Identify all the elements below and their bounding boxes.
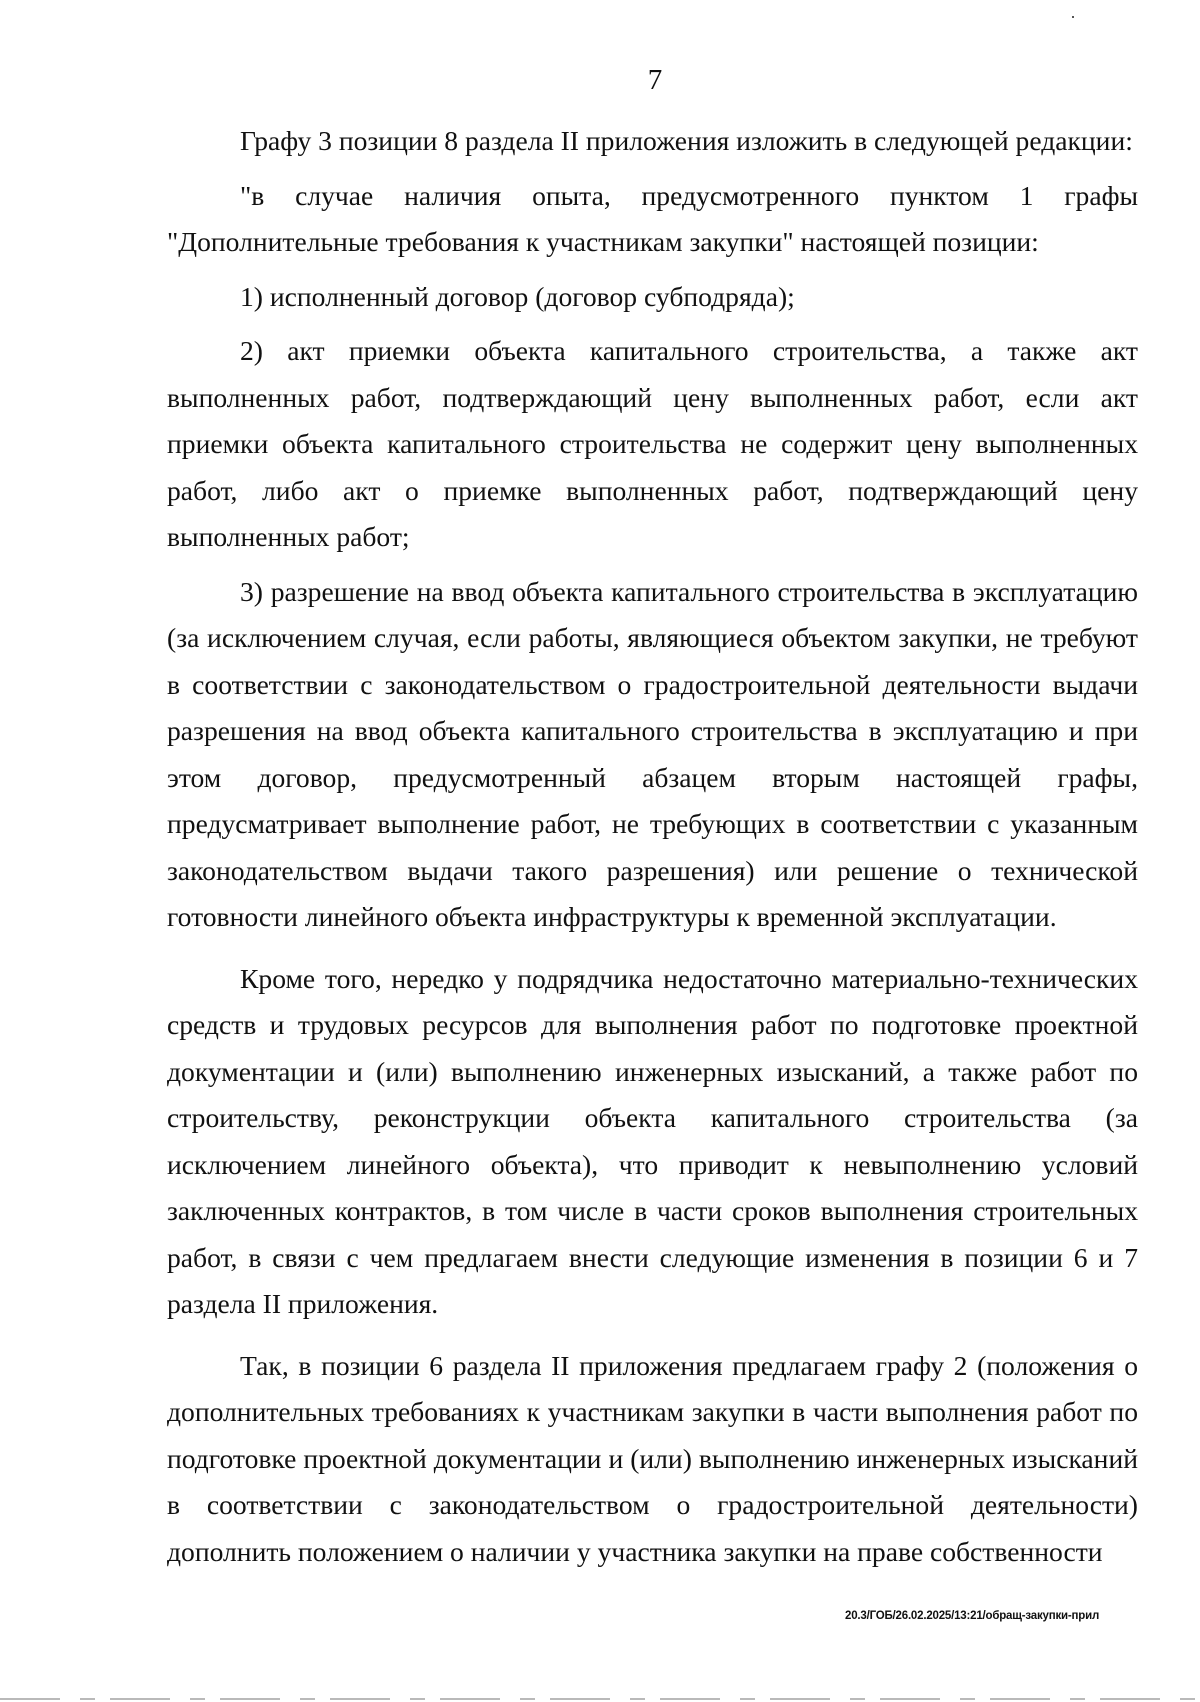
scan-speck bbox=[1072, 16, 1074, 18]
page-number: 7 bbox=[647, 64, 663, 96]
document-body bbox=[167, 118, 1138, 1575]
document-footer-code: 20.3/ГОБ/26.02.2025/13:21/обращ-закупки-прил bbox=[845, 1610, 1100, 1622]
paragraph-item-2: 2) акт приемки объекта капитального строительства, а также акт выполненных работ, подтверждающий цену выполненных работ, если акт приемки объекта капитального строительства не содержит цену выполненных работ, либо акт о приемке выполненных работ, подтверждающий цену выполненных работ; bbox=[167, 335, 1138, 552]
paragraph-item-1: 1) исполненный договор (договор субподряда); bbox=[240, 280, 795, 312]
paragraph-quote-intro: "в случае наличия опыта, предусмотренного пунктом 1 графы "Дополнительные требования к участникам закупки" настоящей позиции: bbox=[167, 179, 1138, 257]
scan-bottom-edge bbox=[0, 1698, 1200, 1700]
paragraph-additionally: Кроме того, нередко у подрядчика недостаточно материально-технических средств и трудовых ресурсов для выполнения работ по подготовке проектной документации и (или) выполнению инженерных изысканий, а также работ по строительству, реконструкции объекта капитального строительства (за исключением линейного объекта), что приводит к невыполнению условий заключенных контрактов, в том числе в части сроков выполнения строительных работ, в связи с чем предлагаем внести следующие изменения в позиции 6 и 7 раздела II приложения. bbox=[167, 962, 1138, 1319]
paragraph-column-3-edit: Графу 3 позиции 8 раздела II приложения изложить в следующей редакции: bbox=[240, 125, 1133, 156]
paragraph-position-6: Так, в позиции 6 раздела II приложения предлагаем графу 2 (положения о дополнительных требованиях к участникам закупки в части выполнения работ по подготовке проектной документации и (или) выполнению инженерных изысканий в соответствии с законодательством о градостроительной деятельности) дополнить положением о наличии у участника закупки на праве собственности bbox=[167, 1349, 1138, 1567]
paragraph-item-3: 3) разрешение на ввод объекта капитального строительства в эксплуатацию (за исключением случая, если работы, являющиеся объектом закупки, не требуют в соответствии с законодательством о градостроительной деятельности выдачи разрешения на ввод объекта капитального строительства в эксплуатацию и при этом договор, предусмотренный абзацем вторым настоящей графы, предусматривает выполнение работ, не требующих в соответствии с указанным законодательством выдачи такого разрешения) или решение о технической готовности линейного объекта инфраструктуры к временной эксплуатации. bbox=[167, 575, 1138, 932]
